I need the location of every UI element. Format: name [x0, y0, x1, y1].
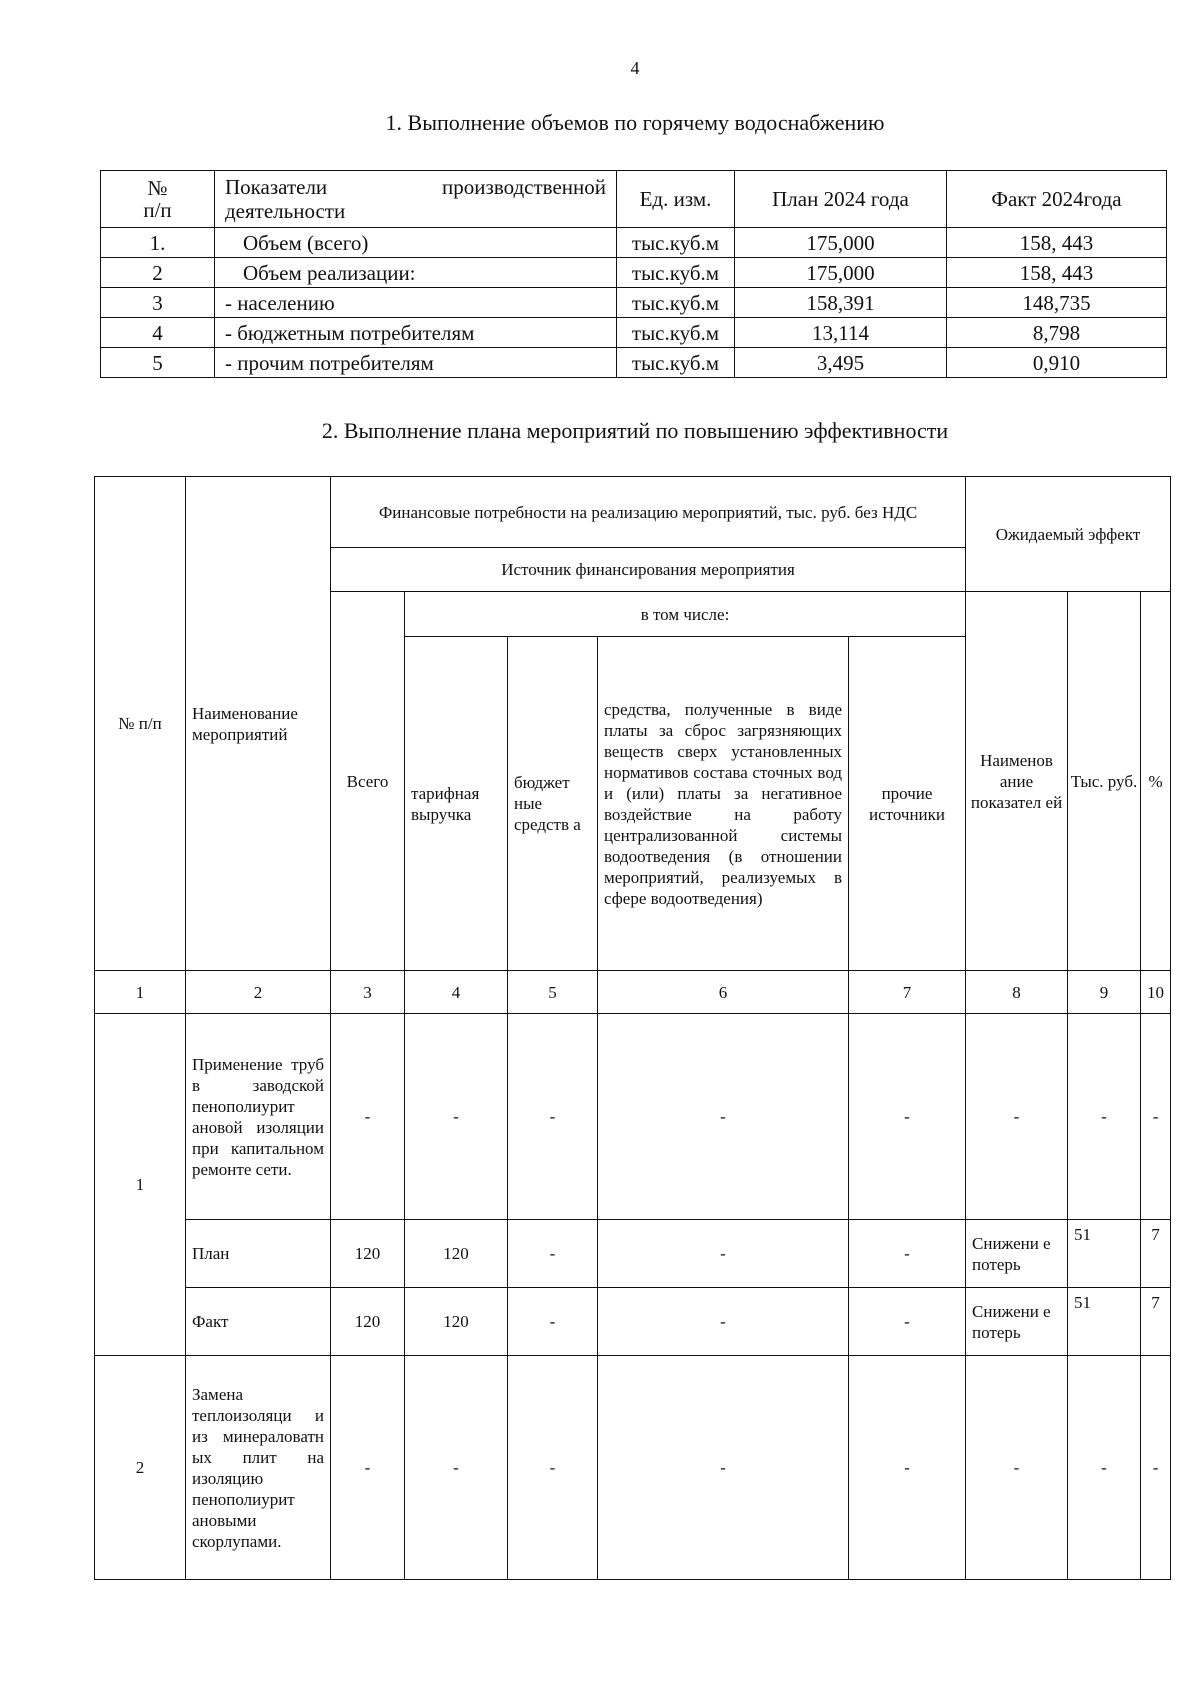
header-finance: Финансовые потребности на реализацию мероприятий, тыс. руб. без НДС — [331, 477, 966, 548]
table-row: 1. Объем (всего) тыс.куб.м 175,000 158, 443 — [101, 228, 1167, 258]
table-row: 4 - бюджетным потребителям тыс.куб.м 13,114 8,798 — [101, 318, 1167, 348]
section2-title: 2. Выполнение плана мероприятий по повышению эффективности — [321, 418, 949, 443]
column-numbers-row: 1 2 3 4 5 6 7 8 9 10 — [95, 971, 1171, 1014]
efficiency-measures-table — [94, 476, 1171, 1580]
header-plan: План 2024 года — [735, 171, 947, 228]
header-fact: Факт 2024года — [947, 171, 1167, 228]
header-num: № п/п — [95, 477, 186, 971]
table-row: 2 Объем реализации: тыс.куб.м 175,000 158, 443 — [101, 258, 1167, 288]
table-row-fact: Факт 120 120 - - - Снижени е потерь 51 7 — [95, 1288, 1171, 1356]
section1-title: 1. Выполнение объемов по горячему водоснабжению — [385, 110, 885, 135]
item-num: 2 — [95, 1356, 186, 1580]
hot-water-volume-table — [100, 170, 1167, 378]
item-name: Применение труб в заводской пенополиурит ановой изоляции при капитальном ремонте сети. — [186, 1014, 331, 1220]
header-num: № п/п — [101, 171, 215, 228]
header-indicator: Наименов ание показател ей — [966, 592, 1068, 971]
header-percent: % — [1141, 592, 1171, 971]
table-row: 5 - прочим потребителям тыс.куб.м 3,495 0,910 — [101, 348, 1167, 378]
table-header-row — [101, 171, 1167, 228]
header-row-finance — [95, 477, 1171, 548]
table-row-plan: План 120 120 - - - Снижени е потерь 51 7 — [95, 1220, 1171, 1288]
header-rub: Тыс. руб. — [1068, 592, 1141, 971]
table-row: 1 Применение труб в заводской пенополиурит ановой изоляции при капитальном ремонте сети. - - - - - - - - — [95, 1014, 1171, 1220]
header-unit: Ед. изм. — [617, 171, 735, 228]
header-indicator: Показатели производственной деятельности — [215, 171, 617, 228]
header-tariff: тарифная выручка — [405, 637, 508, 971]
header-effect: Ожидаемый эффект — [966, 477, 1171, 592]
item-num: 1 — [95, 1014, 186, 1356]
header-source: Источник финансирования мероприятия — [331, 548, 966, 592]
header-budget: бюджет ные средств а — [508, 637, 598, 971]
header-other: прочие источники — [849, 637, 966, 971]
table-row: 2 Замена теплоизоляци и из минераловатн ых плит на изоляцию пенополиурит ановыми скорлупами. - - - - - - - - — [95, 1356, 1171, 1580]
page-number: 4 — [630, 58, 640, 78]
header-total: Всего — [331, 592, 405, 971]
header-fees: средства, полученные в виде платы за сброс загрязняющих веществ сверх установленных нормативов состава сточных вод и (или) платы за негативное воздействие на работу централизованной системы водоотведения (в отношении мероприятий, реализуемых в сфере водоотведения) — [598, 637, 849, 971]
item-name: Замена теплоизоляци и из минераловатн ых плит на изоляцию пенополиурит ановыми скорлупами. — [186, 1356, 331, 1580]
header-including: в том числе: — [405, 592, 966, 637]
table-row: 3 - населению тыс.куб.м 158,391 148,735 — [101, 288, 1167, 318]
header-measure-name: Наименование мероприятий — [186, 477, 331, 971]
